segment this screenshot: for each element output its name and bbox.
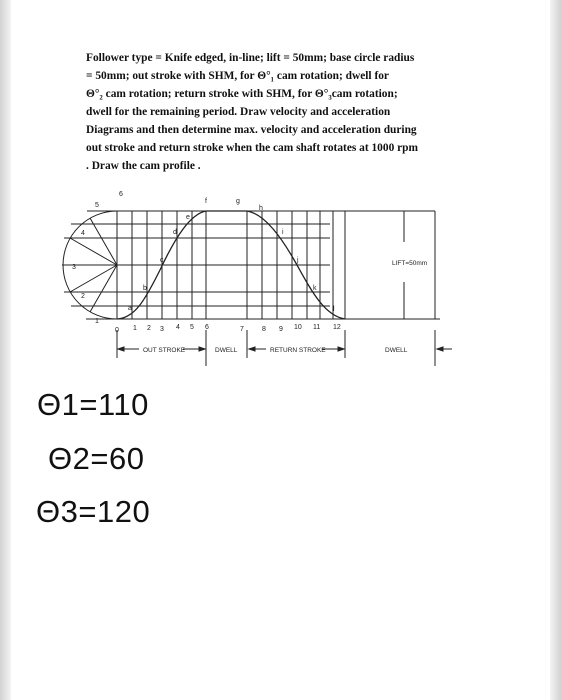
dimension-arrow <box>199 347 205 351</box>
curve-letter: d <box>173 229 177 236</box>
axis-number: 4 <box>176 324 180 331</box>
problem-line: out stroke and return stroke when the cam shaft rotates at 1000 rpm <box>86 142 418 154</box>
axis-number: 8 <box>262 326 266 333</box>
radial-line <box>90 265 117 312</box>
dwell-label: DWELL <box>385 347 408 354</box>
theta-2-value: Θ2=60 <box>48 441 145 476</box>
axis-number: 11 <box>313 324 321 331</box>
axis-number: 5 <box>190 324 194 331</box>
out-stroke-label: OUT STROKE <box>143 347 186 354</box>
dwell-label: DWELL <box>215 347 238 354</box>
curve-letter: a <box>128 305 132 312</box>
axis-number: 6 <box>205 324 209 331</box>
semicircle-label: 4 <box>81 230 85 237</box>
curve-letter: g <box>236 198 240 205</box>
axis-number: 9 <box>279 326 283 333</box>
radial-line <box>70 265 117 292</box>
radial-line <box>90 218 117 265</box>
axis-number: 2 <box>147 325 151 332</box>
curve-letter: l <box>333 306 335 313</box>
radial-line <box>70 238 117 265</box>
lift-label: LIFT=50mm <box>392 260 428 267</box>
curve-letter: i <box>282 229 284 236</box>
semicircle-label: 1 <box>95 318 99 325</box>
semicircle-label: 3 <box>72 264 76 271</box>
semicircle-label: 6 <box>119 191 123 198</box>
axis-number: 10 <box>294 324 302 331</box>
curve-letter: b <box>143 285 147 292</box>
axis-number: 3 <box>160 326 164 333</box>
return-stroke-label: RETURN STROKE <box>270 347 326 354</box>
dimension-arrow <box>249 347 255 351</box>
curve-letter: f <box>205 198 207 205</box>
curve-letter: e <box>186 214 190 221</box>
theta-3-value: Θ3=120 <box>36 494 151 529</box>
axis-number: 0 <box>115 327 119 334</box>
curve-letter: k <box>313 285 317 292</box>
theta-1-value: Θ1=110 <box>37 387 149 422</box>
curve-letter: j <box>297 257 299 264</box>
problem-line: dwell for the remaining period. Draw velocity and acceleration <box>86 106 391 118</box>
axis-number: 1 <box>133 325 137 332</box>
curve-letter: h <box>259 205 263 212</box>
dimension-arrow <box>338 347 344 351</box>
semicircle-label: 2 <box>81 293 85 300</box>
problem-line: = 50mm; out stroke with SHM, for Θ°₁ cam rotation; dwell for <box>86 70 389 82</box>
problem-line: . Draw the cam profile . <box>86 160 201 172</box>
problem-line: Θ°₂ cam rotation; return stroke with SHM, for Θ°₃cam rotation; <box>86 88 398 100</box>
dimension-arrow <box>437 347 443 351</box>
semicircle-label: 5 <box>95 202 99 209</box>
problem-line: Follower type = Knife edged, in-line; lift = 50mm; base circle radius <box>86 52 415 64</box>
curve-letter: c <box>160 257 164 264</box>
problem-line: Diagrams and then determine max. velocity and acceleration during <box>86 124 417 136</box>
dimension-arrow <box>118 347 124 351</box>
axis-number: 12 <box>333 324 341 331</box>
axis-number: 7 <box>240 326 244 333</box>
